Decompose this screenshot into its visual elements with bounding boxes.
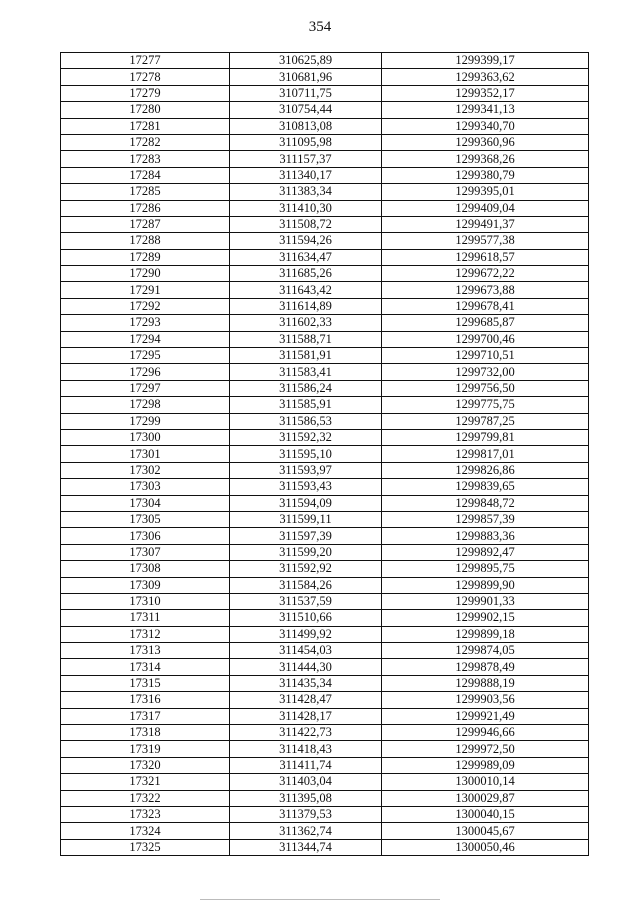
point-number-cell: 17314: [61, 659, 230, 675]
table-row: [61, 331, 589, 347]
point-number-cell: 17319: [61, 741, 230, 757]
point-number-cell: 17315: [61, 675, 230, 691]
table-row: [61, 577, 589, 593]
table-row: [61, 626, 589, 642]
point-number-cell: 17278: [61, 69, 230, 85]
table-row: [61, 479, 589, 495]
table-row: [61, 708, 589, 724]
x-coordinate-cell: 310711,75: [230, 85, 382, 101]
y-coordinate-cell: 1299839,65: [382, 479, 589, 495]
x-coordinate-cell: 311383,34: [230, 184, 382, 200]
x-coordinate-cell: 311588,71: [230, 331, 382, 347]
x-coordinate-cell: 311594,26: [230, 233, 382, 249]
table-row: [61, 544, 589, 560]
point-number-cell: 17307: [61, 544, 230, 560]
y-coordinate-cell: 1299989,09: [382, 757, 589, 773]
x-coordinate-cell: 311643,42: [230, 282, 382, 298]
x-coordinate-cell: 311614,89: [230, 298, 382, 314]
y-coordinate-cell: 1299899,90: [382, 577, 589, 593]
table-row: [61, 266, 589, 282]
y-coordinate-cell: 1299883,36: [382, 528, 589, 544]
point-number-cell: 17279: [61, 85, 230, 101]
x-coordinate-cell: 311584,26: [230, 577, 382, 593]
table-row: [61, 446, 589, 462]
x-coordinate-cell: 311597,39: [230, 528, 382, 544]
point-number-cell: 17306: [61, 528, 230, 544]
x-coordinate-cell: 311444,30: [230, 659, 382, 675]
table-row: [61, 397, 589, 413]
point-number-cell: 17289: [61, 249, 230, 265]
y-coordinate-cell: 1299848,72: [382, 495, 589, 511]
x-coordinate-cell: 310625,89: [230, 53, 382, 69]
y-coordinate-cell: 1299899,18: [382, 626, 589, 642]
point-number-cell: 17310: [61, 593, 230, 609]
point-number-cell: 17311: [61, 610, 230, 626]
x-coordinate-cell: 311583,41: [230, 364, 382, 380]
x-coordinate-cell: 311411,74: [230, 757, 382, 773]
y-coordinate-cell: 1299921,49: [382, 708, 589, 724]
x-coordinate-cell: 311593,97: [230, 462, 382, 478]
y-coordinate-cell: 1299341,13: [382, 102, 589, 118]
point-number-cell: 17323: [61, 806, 230, 822]
point-number-cell: 17309: [61, 577, 230, 593]
y-coordinate-cell: 1299895,75: [382, 561, 589, 577]
table-row: [61, 429, 589, 445]
x-coordinate-cell: 311581,91: [230, 348, 382, 364]
point-number-cell: 17300: [61, 429, 230, 445]
point-number-cell: 17295: [61, 348, 230, 364]
y-coordinate-cell: 1299368,26: [382, 151, 589, 167]
x-coordinate-cell: 311586,24: [230, 380, 382, 396]
point-number-cell: 17285: [61, 184, 230, 200]
point-number-cell: 17316: [61, 692, 230, 708]
table-row: [61, 200, 589, 216]
y-coordinate-cell: 1299673,88: [382, 282, 589, 298]
table-row: [61, 413, 589, 429]
x-coordinate-cell: 311095,98: [230, 134, 382, 150]
point-number-cell: 17301: [61, 446, 230, 462]
table-row: [61, 249, 589, 265]
x-coordinate-cell: 311454,03: [230, 643, 382, 659]
x-coordinate-cell: 311508,72: [230, 216, 382, 232]
x-coordinate-cell: 311403,04: [230, 774, 382, 790]
y-coordinate-cell: 1299395,01: [382, 184, 589, 200]
point-number-cell: 17299: [61, 413, 230, 429]
y-coordinate-cell: 1299826,86: [382, 462, 589, 478]
table-row: [61, 675, 589, 691]
table-row: [61, 282, 589, 298]
x-coordinate-cell: 311435,34: [230, 675, 382, 691]
x-coordinate-cell: 310813,08: [230, 118, 382, 134]
point-number-cell: 17305: [61, 511, 230, 527]
x-coordinate-cell: 311379,53: [230, 806, 382, 822]
y-coordinate-cell: 1299491,37: [382, 216, 589, 232]
x-coordinate-cell: 311340,17: [230, 167, 382, 183]
point-number-cell: 17324: [61, 823, 230, 839]
coordinates-table: [60, 52, 589, 856]
y-coordinate-cell: 1299700,46: [382, 331, 589, 347]
table-row: [61, 102, 589, 118]
y-coordinate-cell: 1299360,96: [382, 134, 589, 150]
y-coordinate-cell: 1299710,51: [382, 348, 589, 364]
point-number-cell: 17303: [61, 479, 230, 495]
point-number-cell: 17286: [61, 200, 230, 216]
point-number-cell: 17313: [61, 643, 230, 659]
table-row: [61, 790, 589, 806]
x-coordinate-cell: 311157,37: [230, 151, 382, 167]
table-row: [61, 85, 589, 101]
x-coordinate-cell: 310754,44: [230, 102, 382, 118]
page-number: 354: [308, 19, 332, 35]
y-coordinate-cell: 1299817,01: [382, 446, 589, 462]
point-number-cell: 17280: [61, 102, 230, 118]
x-coordinate-cell: 311592,92: [230, 561, 382, 577]
table-row: [61, 839, 589, 855]
x-coordinate-cell: 311395,08: [230, 790, 382, 806]
y-coordinate-cell: 1299857,39: [382, 511, 589, 527]
y-coordinate-cell: 1299799,81: [382, 429, 589, 445]
point-number-cell: 17318: [61, 725, 230, 741]
x-coordinate-cell: 311685,26: [230, 266, 382, 282]
point-number-cell: 17317: [61, 708, 230, 724]
table-row: [61, 118, 589, 134]
point-number-cell: 17277: [61, 53, 230, 69]
table-body: [61, 53, 589, 856]
y-coordinate-cell: 1299577,38: [382, 233, 589, 249]
table-row: [61, 823, 589, 839]
table-row: [61, 561, 589, 577]
y-coordinate-cell: 1299732,00: [382, 364, 589, 380]
x-coordinate-cell: 311634,47: [230, 249, 382, 265]
y-coordinate-cell: 1299902,15: [382, 610, 589, 626]
y-coordinate-cell: 1300050,46: [382, 839, 589, 855]
table-row: [61, 348, 589, 364]
point-number-cell: 17287: [61, 216, 230, 232]
x-coordinate-cell: 311595,10: [230, 446, 382, 462]
point-number-cell: 17302: [61, 462, 230, 478]
table-row: [61, 298, 589, 314]
y-coordinate-cell: 1299672,22: [382, 266, 589, 282]
point-number-cell: 17290: [61, 266, 230, 282]
table-row: [61, 216, 589, 232]
y-coordinate-cell: 1299340,70: [382, 118, 589, 134]
page-bottom-rule: [200, 899, 440, 900]
point-number-cell: 17322: [61, 790, 230, 806]
table-row: [61, 364, 589, 380]
y-coordinate-cell: 1299409,04: [382, 200, 589, 216]
x-coordinate-cell: 311599,20: [230, 544, 382, 560]
point-number-cell: 17283: [61, 151, 230, 167]
point-number-cell: 17308: [61, 561, 230, 577]
y-coordinate-cell: 1299775,75: [382, 397, 589, 413]
table-row: [61, 692, 589, 708]
x-coordinate-cell: 311499,92: [230, 626, 382, 642]
point-number-cell: 17294: [61, 331, 230, 347]
point-number-cell: 17288: [61, 233, 230, 249]
x-coordinate-cell: 311537,59: [230, 593, 382, 609]
table-row: [61, 659, 589, 675]
table-row: [61, 53, 589, 69]
table-row: [61, 184, 589, 200]
x-coordinate-cell: 311592,32: [230, 429, 382, 445]
y-coordinate-cell: 1299685,87: [382, 315, 589, 331]
y-coordinate-cell: 1299380,79: [382, 167, 589, 183]
y-coordinate-cell: 1299363,62: [382, 69, 589, 85]
table-row: [61, 741, 589, 757]
table-row: [61, 134, 589, 150]
table-row: [61, 511, 589, 527]
x-coordinate-cell: 311418,43: [230, 741, 382, 757]
table-row: [61, 233, 589, 249]
point-number-cell: 17291: [61, 282, 230, 298]
point-number-cell: 17325: [61, 839, 230, 855]
x-coordinate-cell: 311428,17: [230, 708, 382, 724]
y-coordinate-cell: 1299901,33: [382, 593, 589, 609]
y-coordinate-cell: 1299678,41: [382, 298, 589, 314]
table-row: [61, 774, 589, 790]
y-coordinate-cell: 1299787,25: [382, 413, 589, 429]
x-coordinate-cell: 310681,96: [230, 69, 382, 85]
point-number-cell: 17298: [61, 397, 230, 413]
y-coordinate-cell: 1299888,19: [382, 675, 589, 691]
y-coordinate-cell: 1300029,87: [382, 790, 589, 806]
table-row: [61, 593, 589, 609]
y-coordinate-cell: 1299352,17: [382, 85, 589, 101]
x-coordinate-cell: 311428,47: [230, 692, 382, 708]
table-row: [61, 806, 589, 822]
table-row: [61, 167, 589, 183]
x-coordinate-cell: 311410,30: [230, 200, 382, 216]
table-row: [61, 315, 589, 331]
x-coordinate-cell: 311585,91: [230, 397, 382, 413]
y-coordinate-cell: 1300040,15: [382, 806, 589, 822]
x-coordinate-cell: 311422,73: [230, 725, 382, 741]
point-number-cell: 17297: [61, 380, 230, 396]
x-coordinate-cell: 311362,74: [230, 823, 382, 839]
y-coordinate-cell: 1299878,49: [382, 659, 589, 675]
y-coordinate-cell: 1299892,47: [382, 544, 589, 560]
table-row: [61, 528, 589, 544]
point-number-cell: 17284: [61, 167, 230, 183]
y-coordinate-cell: 1300010,14: [382, 774, 589, 790]
table-row: [61, 380, 589, 396]
point-number-cell: 17304: [61, 495, 230, 511]
y-coordinate-cell: 1299756,50: [382, 380, 589, 396]
table-row: [61, 69, 589, 85]
point-number-cell: 17281: [61, 118, 230, 134]
y-coordinate-cell: 1299946,66: [382, 725, 589, 741]
x-coordinate-cell: 311593,43: [230, 479, 382, 495]
table-row: [61, 610, 589, 626]
point-number-cell: 17321: [61, 774, 230, 790]
y-coordinate-cell: 1299399,17: [382, 53, 589, 69]
x-coordinate-cell: 311344,74: [230, 839, 382, 855]
table-row: [61, 757, 589, 773]
y-coordinate-cell: 1299874,05: [382, 643, 589, 659]
x-coordinate-cell: 311602,33: [230, 315, 382, 331]
x-coordinate-cell: 311599,11: [230, 511, 382, 527]
point-number-cell: 17312: [61, 626, 230, 642]
x-coordinate-cell: 311594,09: [230, 495, 382, 511]
point-number-cell: 17292: [61, 298, 230, 314]
point-number-cell: 17293: [61, 315, 230, 331]
table-row: [61, 643, 589, 659]
point-number-cell: 17296: [61, 364, 230, 380]
table-row: [61, 462, 589, 478]
y-coordinate-cell: 1299972,50: [382, 741, 589, 757]
table-row: [61, 151, 589, 167]
y-coordinate-cell: 1299903,56: [382, 692, 589, 708]
x-coordinate-cell: 311510,66: [230, 610, 382, 626]
point-number-cell: 17282: [61, 134, 230, 150]
y-coordinate-cell: 1300045,67: [382, 823, 589, 839]
point-number-cell: 17320: [61, 757, 230, 773]
table-row: [61, 495, 589, 511]
x-coordinate-cell: 311586,53: [230, 413, 382, 429]
y-coordinate-cell: 1299618,57: [382, 249, 589, 265]
table-row: [61, 725, 589, 741]
